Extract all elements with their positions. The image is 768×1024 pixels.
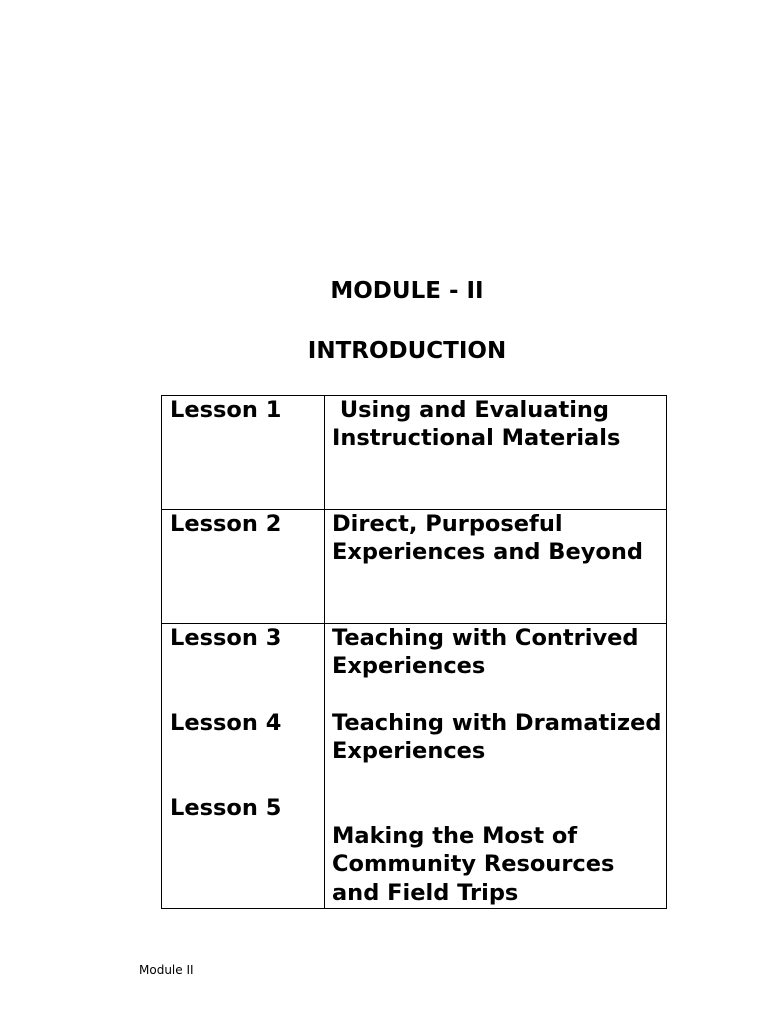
lesson-title-cell — [325, 396, 667, 510]
lesson-1-label: Lesson 1 — [170, 397, 282, 423]
lesson-table — [161, 395, 667, 909]
lesson-3-title: Teaching with Contrived Experiences — [332, 625, 639, 680]
lesson-label-cell — [162, 624, 325, 909]
lesson-title-cell — [325, 510, 667, 624]
lesson-label-cell — [162, 510, 325, 624]
module-title: MODULE - II — [330, 278, 484, 304]
lesson-2-label: Lesson 2 — [170, 511, 282, 537]
page-footer: Module II — [139, 963, 194, 977]
lesson-5-title: Making the Most of Community Resources and Field Trips — [332, 823, 615, 906]
lesson-title-cell — [325, 624, 667, 909]
lesson-1-title: Using and Evaluating Instructional Materials — [332, 397, 621, 452]
lesson-5-label: Lesson 5 — [170, 795, 282, 821]
introduction-heading: INTRODUCTION — [307, 338, 507, 364]
lesson-4-label: Lesson 4 — [170, 710, 282, 736]
lesson-label-cell — [162, 396, 325, 510]
table-row — [162, 624, 667, 909]
lesson-3-label: Lesson 3 — [170, 625, 282, 651]
table-row — [162, 396, 667, 510]
lesson-4-title: Teaching with Dramatized Experiences — [332, 710, 662, 765]
lesson-2-title: Direct, Purposeful Experiences and Beyond — [332, 511, 643, 566]
table-row — [162, 510, 667, 624]
